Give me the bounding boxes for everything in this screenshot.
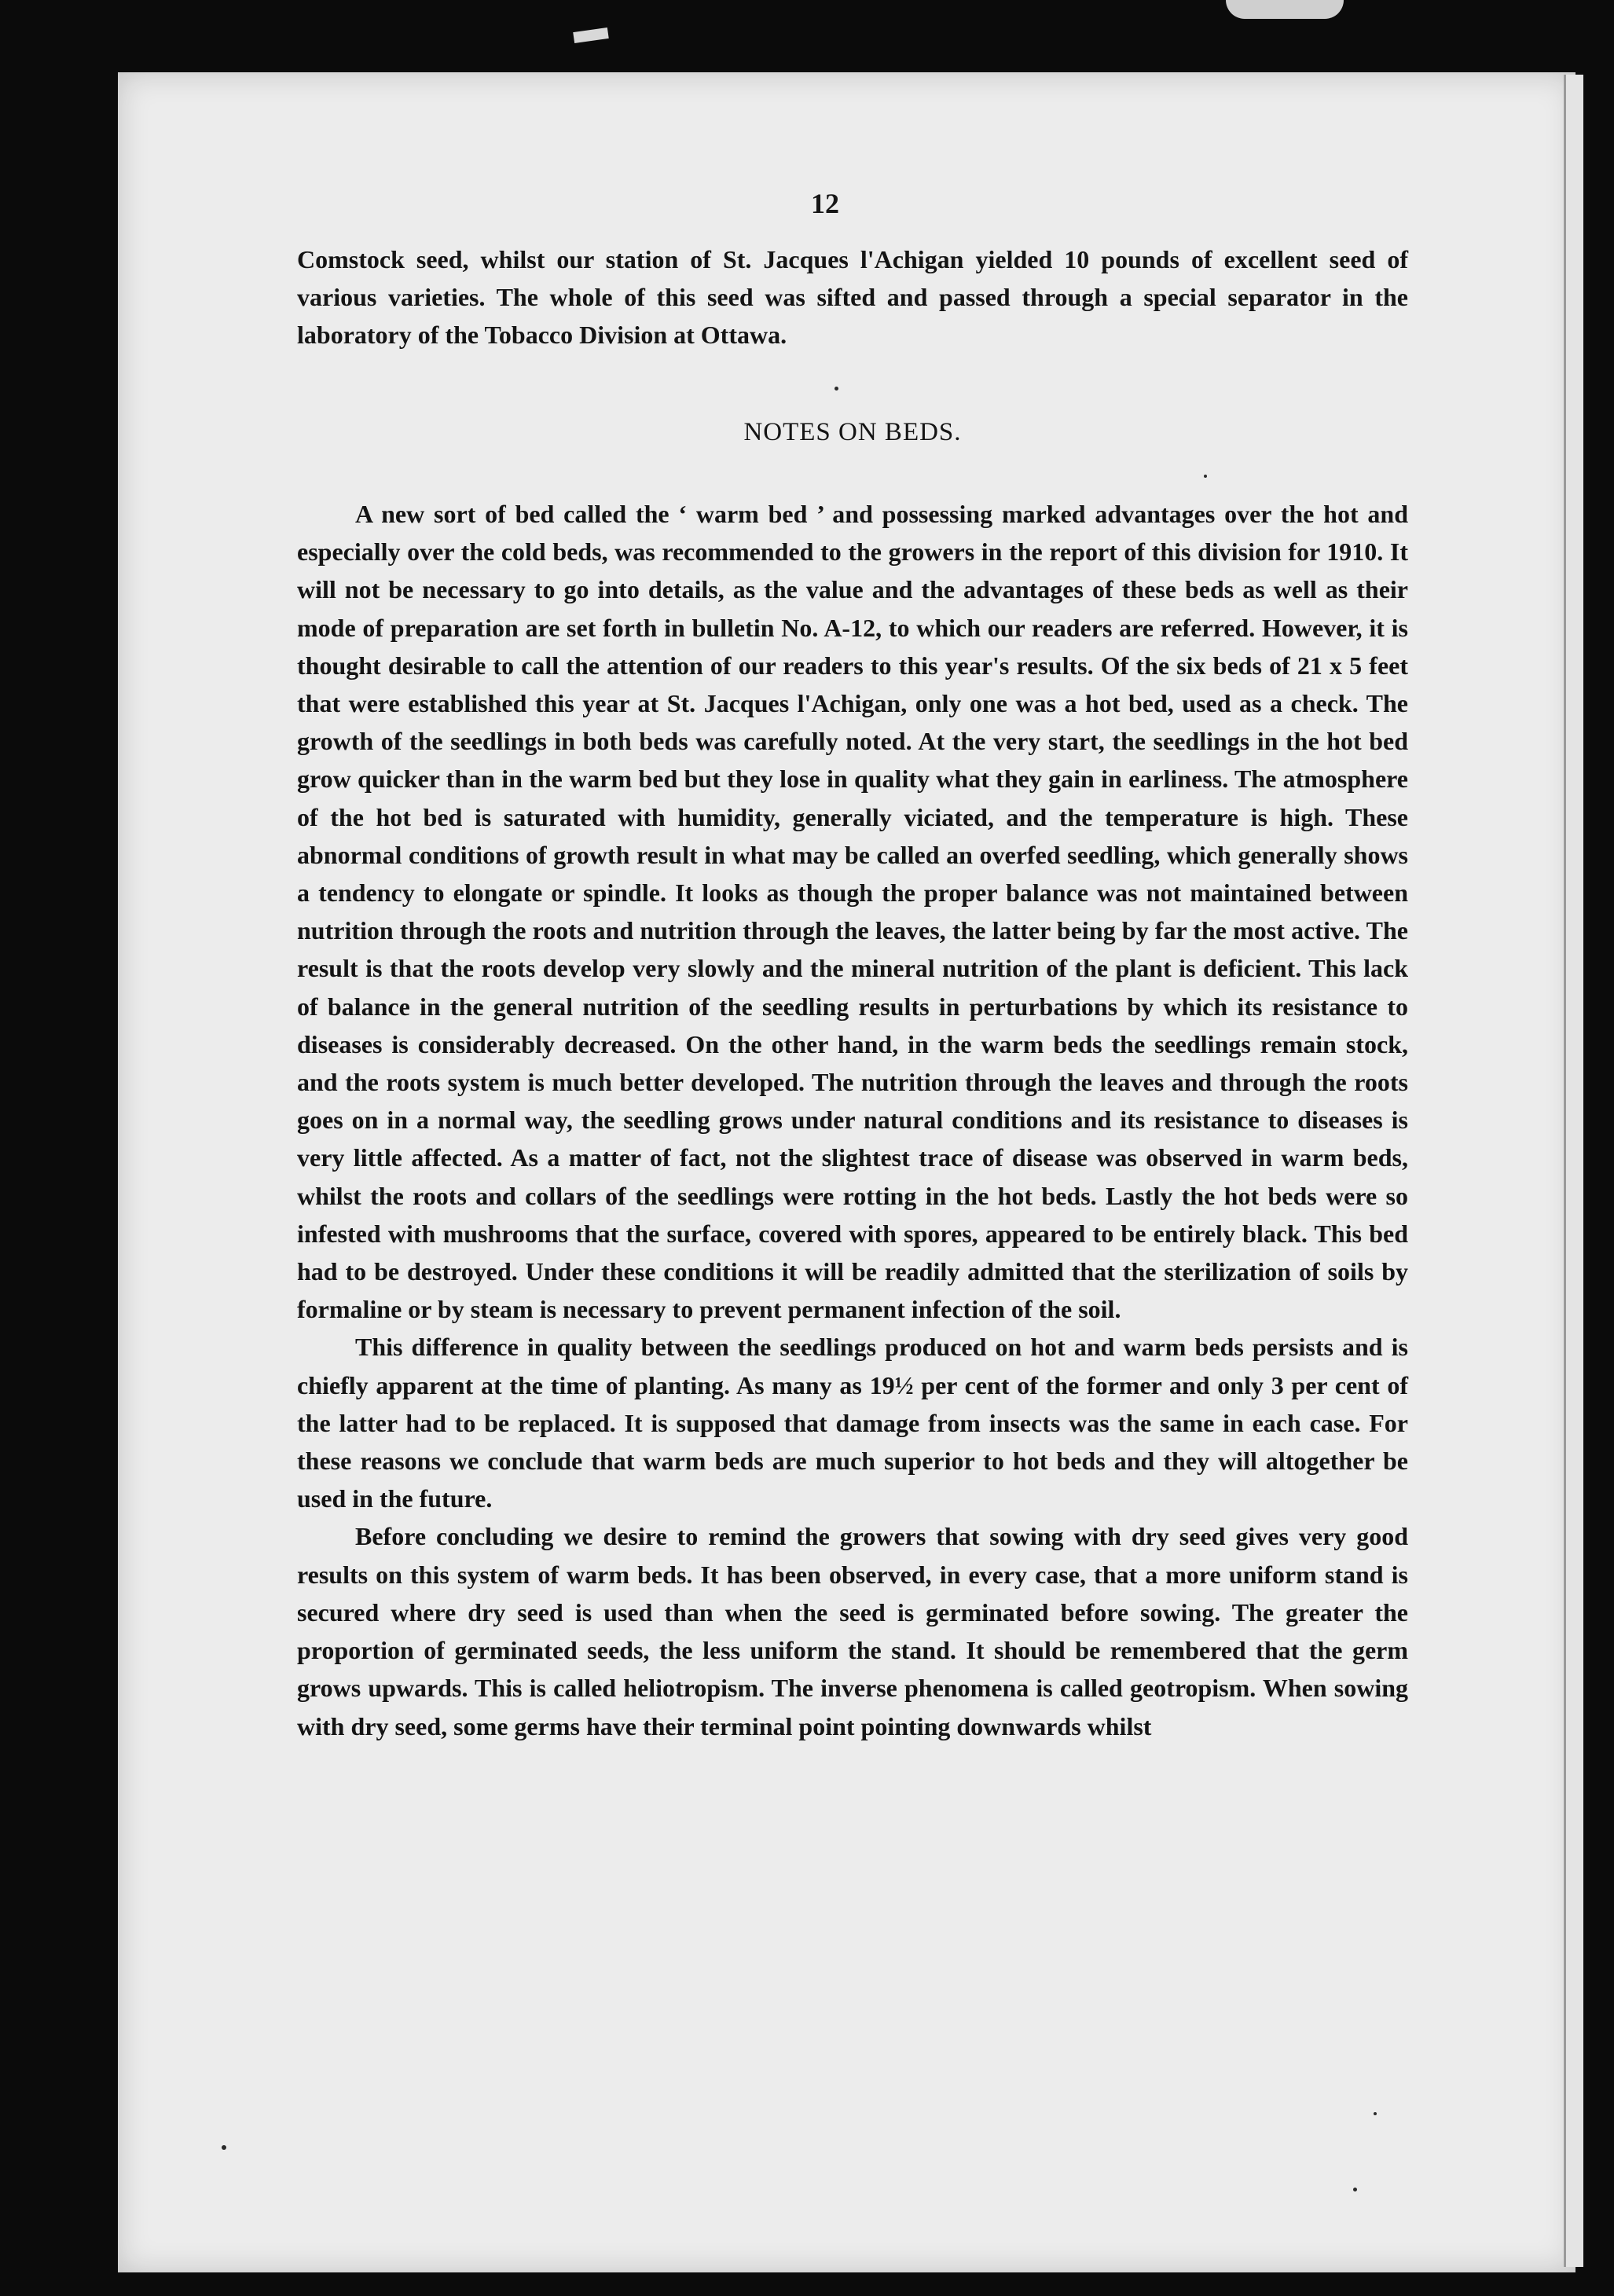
page-number: 12 bbox=[811, 188, 839, 219]
scan-speck bbox=[1374, 2112, 1377, 2115]
scan-speck bbox=[222, 2145, 226, 2150]
scan-speck bbox=[835, 387, 838, 391]
section-heading: NOTES ON BEDS. bbox=[743, 418, 962, 446]
page-edge bbox=[1564, 75, 1583, 2267]
intro-paragraph bbox=[297, 240, 1408, 354]
paragraph: This difference in quality between the seedlings produced on hot and warm beds persists and is chiefly apparent at the time of planting. As many as 19½ per cent of the former and only 3 per cent of the latter had to be replaced. It is supposed that damage from insects was the same in each case. For these reasons we conclude that warm beds are much superior to hot beds and they will altogether be used in the future. bbox=[297, 1333, 1408, 1513]
scan-speck bbox=[1204, 475, 1207, 478]
body-text bbox=[297, 495, 1408, 1745]
paragraph: A new sort of bed called the ‘ warm bed ’ and possessing marked advantages over the hot and especially over the cold beds, was recommended to the growers in the report of this division for 1910. It will not be necessary to go into details, as the value and the advantages of these beds as well as their mode of preparation are set forth in bulletin No. A-12, to which our readers are referred. However, it is thought desirable to call the attention of our readers to this year's results. Of the six beds of 21 x 5 feet that were established this year at St. Jacques l'Achigan, only one was a hot bed, used as a check. The growth of the seedlings in both beds was carefully noted. At the very start, the seedlings in the hot bed grow quicker than in the warm bed but they lose in quality what they gain in earliness. The atmosphere of the hot bed is saturated with humidity, generally viciated, and the temperature is high. These abnormal conditions of growth result in what may be called an overfed seedling, which generally shows a tendency to elongate or spindle. It looks as though the proper balance was not maintained between nutrition through the roots and nutrition through the leaves, the latter being by far the most active. The result is that the roots develop very slowly and the mineral nutrition of the plant is deficient. This lack of balance in the general nutrition of the seedling results in perturbations by which its resistance to diseases is considerably decreased. On the other hand, in the warm beds the seedlings remain stock, and the roots system is much better developed. The nutrition through the leaves and through the roots goes on in a normal way, the seedling grows under natural conditions and its resistance to diseases is very little affected. As a matter of fact, not the slightest trace of disease was observed in warm beds, whilst the roots and collars of the seedlings were rotting in the hot beds. Lastly the hot beds were so infested with mushrooms that the surface, covered with spores, appeared to be entirely black. This bed had to be destroyed. Under these conditions it will be readily admitted that the sterilization of soils by formaline or by steam is necessary to prevent permanent infection of the soil. bbox=[297, 500, 1408, 1324]
paragraph: Before concluding we desire to remind the growers that sowing with dry seed gives very good results on this system of warm beds. It has been observed, in every case, that a more uniform stand is secured where dry seed is used than when the seed is germinated before sowing. The greater the proportion of germinated seeds, the less uniform the stand. It should be remembered that the germ grows upwards. This is called heliotropism. The inverse phenomena is called geotropism. When sowing with dry seed, some germs have their terminal point pointing downwards whilst bbox=[297, 1522, 1408, 1740]
scan-artifact bbox=[1226, 0, 1344, 19]
paragraph: Comstock seed, whilst our station of St. Jacques l'Achigan yielded 10 pounds of excellent seed of various varieties. The whole of this seed was sifted and passed through a special separator in the laboratory of the Tobacco Division at Ottawa. bbox=[297, 245, 1408, 350]
scan-speck bbox=[1353, 2188, 1357, 2191]
